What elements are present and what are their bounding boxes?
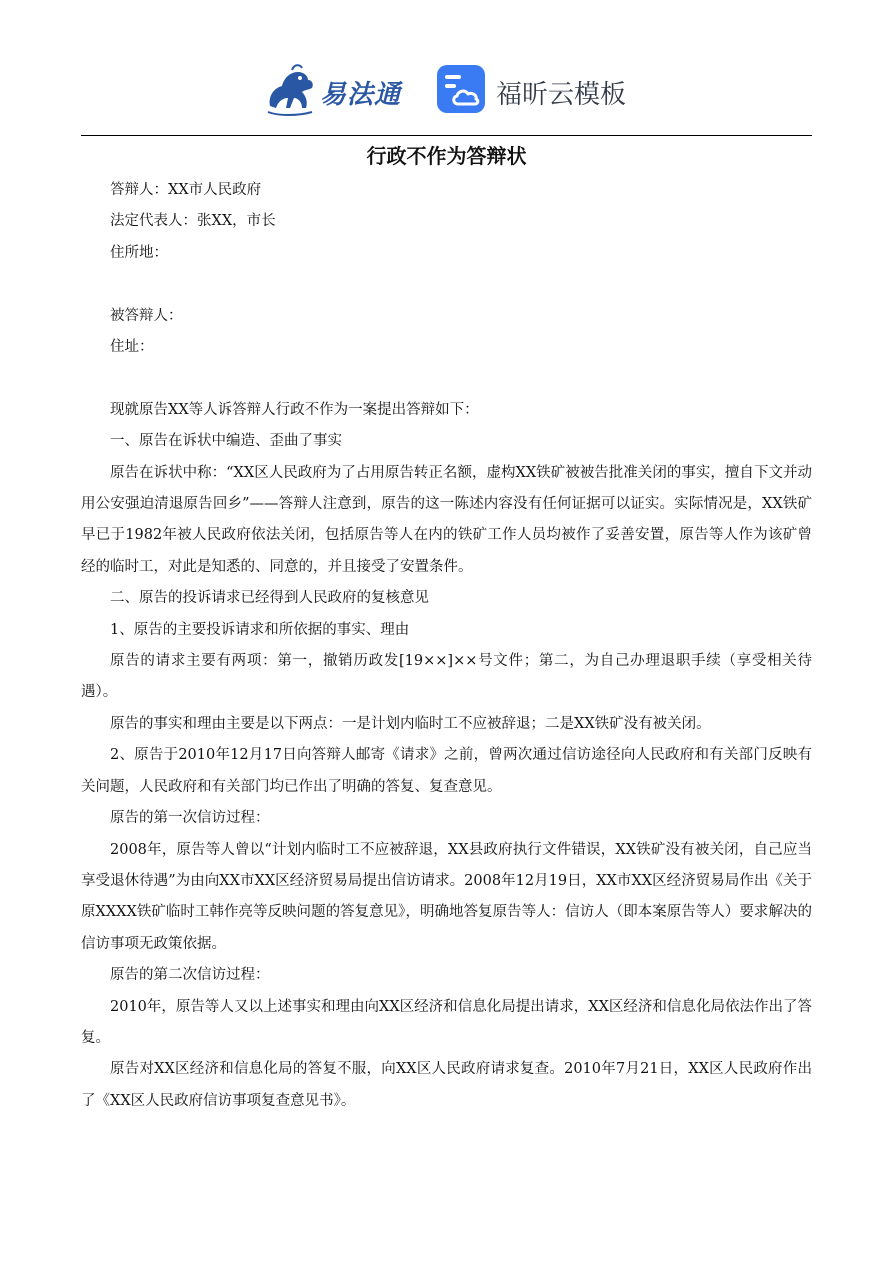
body-paragraph: 2010年，原告等人又以上述事实和理由向XX区经济和信息化局提出请求，XX区经济和信息化局依法作出了答复。 [81,998,812,1046]
respondent-address-line: 住所地： [110,244,168,261]
blank-line [81,269,812,300]
document-body [81,175,812,1117]
qilin-icon [262,62,320,120]
header-divider [81,135,812,136]
fuxin-logo [436,64,636,118]
section-heading-2: 二、原告的投诉请求已经得到人民政府的复核意见 [110,590,429,607]
respondent-line: 答辩人：XX市人民政府 [110,182,262,198]
intro-paragraph: 现就原告XX等人诉答辩人行政不作为一案提出答辩如下： [110,401,479,418]
body-paragraph: 原告对XX区经济和信息化局的答复不服，向XX区人民政府请求复查。2010年7月21日，XX区人民政府作出了《XX区人民政府信访事项复查意见书》。 [81,1061,812,1109]
body-paragraph: 原告的事实和理由主要是以下两点：一是计划内临时工不应被辞退；二是XX铁矿没有被关闭。 [110,715,711,732]
body-paragraph: 原告的请求主要有两项：第一，撤销历政发[19××]××号文件；第二，为自己办理退职手续（享受相关待遇）。 [81,653,812,701]
fuxin-logo-text: 福昕云模板 [496,80,627,110]
body-paragraph: 2008年，原告等人曾以“计划内临时工不应被辞退，XX县政府执行文件错误，XX铁矿没有被关闭，自己应当享受退休待遇”为由向XX市XX区经济贸易局提出信访请求。2008年12月19日，XX市XX区经济贸易局作出《关于原XXXX铁矿临时工韩作亮等反映问题的答复意见》，明确地答复原告等人：信访人（即本案原告等人）要求解决的信访事项无政策依据。 [81,841,812,952]
blank-line [81,363,812,394]
subsection-heading-1: 1、原告的主要投诉请求和所依据的事实、理由 [110,621,410,638]
yifatong-logo [262,62,412,120]
counter-party-address-line: 住址： [110,339,154,356]
body-paragraph: 原告的第一次信访过程： [110,810,270,827]
yifatong-logo-text: 易法通 [320,80,402,110]
counter-party-line: 被答辩人： [110,307,183,324]
body-paragraph: 原告的第二次信访过程： [110,967,270,984]
legal-representative-line: 法定代表人：张XX，市长 [110,213,276,230]
body-paragraph: 原告在诉状中称：“XX区人民政府为了占用原告转正名额，虚构XX铁矿被被告批准关闭的事实，擅自下文并动用公安强迫清退原告回乡”——答辩人注意到，原告的这一陈述内容没有任何证据可以证实。实际情况是，XX铁矿早已于1982年被人民政府依法关闭，包括原告等人在内的铁矿工作人员均被作了妥善安置，原告等人作为该矿曾经的临时工，对此是知悉的、同意的，并且接受了安置条件。 [81,464,812,575]
cloud-document-icon [436,64,486,114]
page-header [0,58,893,124]
document-title: 行政不作为答辩状 [366,144,527,168]
body-paragraph: 2、原告于2010年12月17日向答辩人邮寄《请求》之前，曾两次通过信访途径向人民政府和有关部门反映有关问题，人民政府和有关部门均已作出了明确的答复、复查意见。 [81,747,812,795]
section-heading-1: 一、原告在诉状中编造、歪曲了事实 [110,433,342,450]
